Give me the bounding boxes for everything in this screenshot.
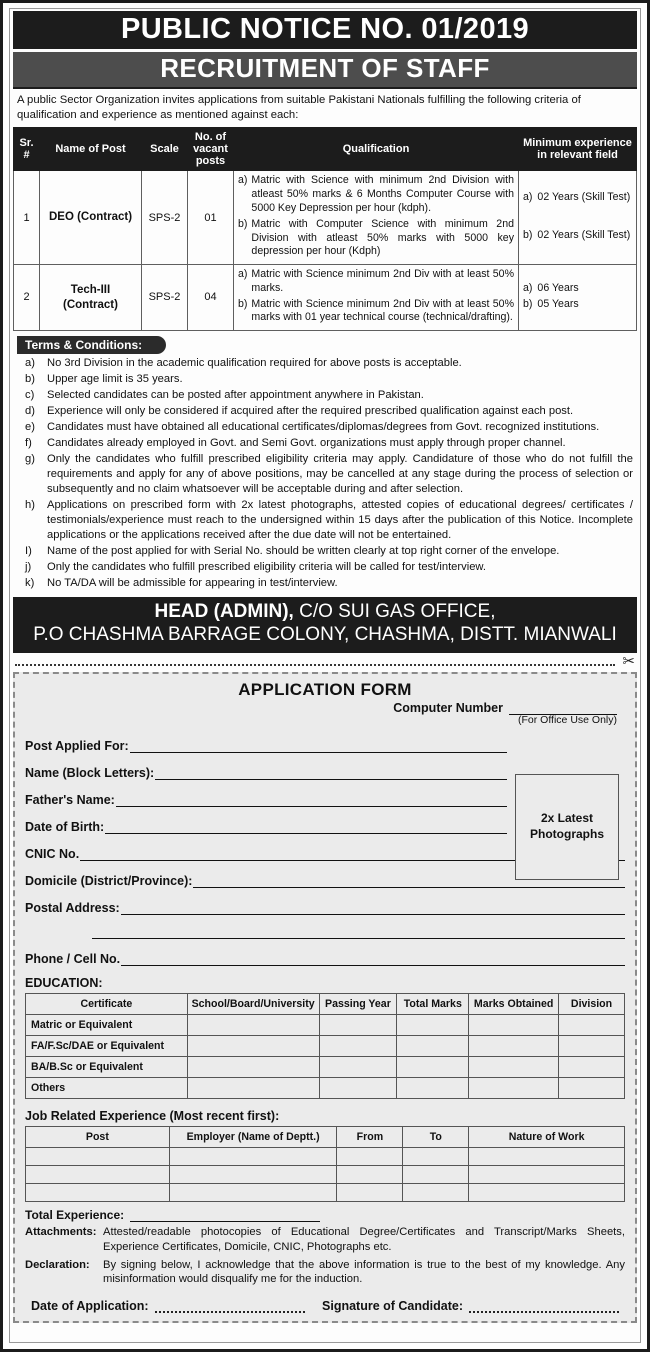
edu-cell-school[interactable] bbox=[187, 1035, 319, 1056]
table-row bbox=[26, 1183, 625, 1201]
th-sr-line1: Sr. bbox=[19, 136, 34, 149]
exp-cell-post[interactable] bbox=[26, 1165, 170, 1183]
term-marker: a) bbox=[25, 357, 35, 370]
experience-spacer bbox=[523, 207, 632, 229]
edu-cell-total[interactable] bbox=[397, 1077, 469, 1098]
qualification-text: Matric with Computer Science with minimum 2nd Division with atleast 50% marks with 5000 key depression per hour (Kdph) bbox=[251, 217, 514, 258]
date-of-application-group bbox=[31, 1299, 305, 1313]
intro-paragraph: A public Sector Organization invites applications from suitable Pakistani Nationals fulfilling the following criteria of qualification and experience as mentioned against each: bbox=[17, 93, 581, 121]
edu-col-passing-year: Passing Year bbox=[319, 993, 397, 1014]
term-marker: I) bbox=[25, 545, 32, 558]
experience-text: 02 Years (Skill Test) bbox=[537, 191, 631, 204]
edu-cell-obtained[interactable] bbox=[469, 1077, 559, 1098]
field-postal-address bbox=[25, 901, 625, 915]
date-of-birth-input[interactable] bbox=[105, 823, 507, 834]
exp-cell-to[interactable] bbox=[403, 1165, 469, 1183]
address-banner bbox=[13, 597, 637, 653]
scissors-icon: ✂ bbox=[622, 652, 635, 670]
attachments-text: Attested/readable photocopies of Educational Degree/Certificates and Transcript/Marks Sheets, Experience Certificates, Domicile, CNIC, Photographs etc. bbox=[103, 1225, 625, 1253]
term-text: Candidates already employed in Govt. and Semi Govt. organizations must apply through proper channel. bbox=[47, 437, 566, 450]
term-text: No TA/DA will be admissible for appearing in test/interview. bbox=[47, 577, 338, 590]
exp-cell-nature[interactable] bbox=[469, 1147, 625, 1165]
jobs-table bbox=[13, 127, 637, 332]
name-input[interactable] bbox=[155, 769, 507, 780]
application-form bbox=[13, 672, 637, 1324]
table-row bbox=[26, 1014, 625, 1035]
field-postal-address-line2 bbox=[25, 928, 625, 939]
edu-cell-division[interactable] bbox=[559, 1077, 625, 1098]
edu-cell-school[interactable] bbox=[187, 1014, 319, 1035]
th-experience-line2: in relevant field bbox=[537, 149, 618, 162]
list-item bbox=[17, 452, 633, 497]
term-text: Experience will only be considered if acquired after the required prescribed qualification against each post. bbox=[47, 405, 574, 418]
cut-dotted-rule bbox=[15, 664, 615, 666]
experience-marker: b) bbox=[523, 228, 533, 241]
job-experience-heading: Job Related Experience (Most recent first): bbox=[25, 1108, 280, 1123]
list-item bbox=[17, 372, 633, 387]
list-item bbox=[17, 356, 633, 371]
th-scale: Scale bbox=[142, 127, 188, 171]
edu-cell-obtained[interactable] bbox=[469, 1035, 559, 1056]
qualification-marker: a) bbox=[238, 268, 248, 281]
table-row bbox=[26, 1077, 625, 1098]
row1-qualification bbox=[234, 171, 519, 265]
total-experience-row bbox=[25, 1208, 625, 1222]
exp-cell-employer[interactable] bbox=[169, 1165, 337, 1183]
th-qualification: Qualification bbox=[234, 127, 519, 171]
qualification-item bbox=[238, 268, 514, 296]
table-row bbox=[26, 1147, 625, 1165]
term-marker: g) bbox=[25, 453, 35, 466]
experience-item bbox=[523, 191, 632, 205]
field-label: Name (Block Letters): bbox=[25, 765, 155, 780]
exp-col-from: From bbox=[337, 1126, 403, 1147]
table-row bbox=[26, 1165, 625, 1183]
signature-input[interactable] bbox=[469, 1305, 619, 1313]
th-vacant-line2: vacant bbox=[193, 142, 228, 155]
experience-item bbox=[523, 282, 632, 296]
qualification-marker: b) bbox=[238, 297, 248, 310]
edu-cell-division[interactable] bbox=[559, 1014, 625, 1035]
th-name-of-post: Name of Post bbox=[40, 127, 142, 171]
edu-cell-obtained[interactable] bbox=[469, 1014, 559, 1035]
term-marker: e) bbox=[25, 421, 35, 434]
edu-col-division: Division bbox=[559, 993, 625, 1014]
term-marker: b) bbox=[25, 373, 35, 386]
address-line-1 bbox=[19, 601, 631, 624]
declaration-text: By signing below, I acknowledge that the above information is true to the best of my knowledge. Any misinformation would disqualify me for the induction. bbox=[103, 1258, 625, 1286]
edu-cell-division[interactable] bbox=[559, 1056, 625, 1077]
row2-experience bbox=[519, 265, 637, 331]
experience-header-row bbox=[26, 1126, 625, 1147]
row2-vacancies: 04 bbox=[188, 265, 234, 331]
row1-vacancies: 01 bbox=[188, 171, 234, 265]
field-label: CNIC No. bbox=[25, 846, 80, 861]
exp-cell-to[interactable] bbox=[403, 1147, 469, 1165]
computer-number-label: Computer Number bbox=[393, 700, 503, 715]
row1-post: DEO (Contract) bbox=[40, 171, 142, 265]
term-text: Selected candidates can be posted after appointment anywhere in Pakistan. bbox=[47, 389, 424, 402]
edu-row-label: Matric or Equivalent bbox=[26, 1014, 188, 1035]
computer-number-row bbox=[25, 701, 625, 715]
th-experience-line1: Minimum experience bbox=[523, 136, 632, 149]
term-text: Only the candidates who fulfill prescribed eligibility criteria will be called for test/interview. bbox=[47, 561, 486, 574]
postal-address-input-line2[interactable] bbox=[92, 928, 625, 939]
row1-sr: 1 bbox=[14, 171, 40, 265]
attachments-label: Attachments: bbox=[25, 1225, 97, 1238]
experience-marker: a) bbox=[523, 281, 533, 294]
term-marker: c) bbox=[25, 389, 35, 402]
edu-col-marks-obtained: Marks Obtained bbox=[469, 993, 559, 1014]
term-text: Candidates must have obtained all educational certificates/diplomas/degrees from Govt. recognized institutions. bbox=[47, 421, 600, 434]
term-text: Upper age limit is 35 years. bbox=[47, 373, 183, 386]
table-row bbox=[26, 1035, 625, 1056]
exp-cell-post[interactable] bbox=[26, 1183, 170, 1201]
declaration-row bbox=[25, 1258, 625, 1288]
list-item bbox=[17, 388, 633, 403]
th-vacant-line3: posts bbox=[195, 155, 226, 168]
th-vacant-line1: No. of bbox=[194, 130, 227, 143]
qualification-item bbox=[238, 174, 514, 215]
row1-experience bbox=[519, 171, 637, 265]
total-experience-label: Total Experience: bbox=[25, 1207, 125, 1222]
date-of-application-label: Date of Application: bbox=[31, 1299, 149, 1314]
experience-item bbox=[523, 229, 632, 243]
attachments-row bbox=[25, 1225, 625, 1255]
list-item bbox=[17, 576, 633, 591]
exp-cell-to[interactable] bbox=[403, 1183, 469, 1201]
address-office: C/O SUI GAS OFFICE, bbox=[293, 601, 496, 623]
exp-cell-nature[interactable] bbox=[469, 1165, 625, 1183]
exp-cell-from[interactable] bbox=[337, 1183, 403, 1201]
experience-marker: a) bbox=[523, 191, 533, 204]
edu-cell-total[interactable] bbox=[397, 1035, 469, 1056]
edu-cell-year[interactable] bbox=[319, 1077, 397, 1098]
exp-cell-employer[interactable] bbox=[169, 1183, 337, 1201]
fathers-name-input[interactable] bbox=[116, 796, 507, 807]
row2-post: Tech-III (Contract) bbox=[40, 265, 142, 331]
address-head-admin: HEAD (ADMIN), bbox=[154, 601, 294, 623]
field-label: Post Applied For: bbox=[25, 738, 129, 753]
date-of-application-input[interactable] bbox=[155, 1305, 305, 1313]
exp-col-to: To bbox=[403, 1126, 469, 1147]
edu-cell-year[interactable] bbox=[319, 1014, 397, 1035]
signature-group bbox=[322, 1299, 619, 1313]
document-inner-frame bbox=[9, 8, 641, 1343]
exp-col-employer: Employer (Name of Deptt.) bbox=[169, 1126, 337, 1147]
qualification-item bbox=[238, 218, 514, 259]
education-heading: EDUCATION: bbox=[25, 975, 103, 990]
exp-cell-employer[interactable] bbox=[169, 1147, 337, 1165]
computer-number-input[interactable] bbox=[509, 702, 617, 715]
edu-cell-school[interactable] bbox=[187, 1077, 319, 1098]
edu-cell-total[interactable] bbox=[397, 1056, 469, 1077]
exp-cell-post[interactable] bbox=[26, 1147, 170, 1165]
experience-marker: b) bbox=[523, 297, 533, 310]
field-label: Domicile (District/Province): bbox=[25, 873, 193, 888]
total-experience-input[interactable] bbox=[130, 1211, 320, 1222]
exp-cell-from[interactable] bbox=[337, 1165, 403, 1183]
list-item bbox=[17, 420, 633, 435]
address-line-2: P.O CHASHMA BARRAGE COLONY, CHASHMA, DISTT. MIANWALI bbox=[33, 623, 617, 645]
qualification-marker: b) bbox=[238, 217, 248, 230]
qualification-text: Matric with Science minimum 2nd Div with at least 50% marks with 01 year technical course (technical/drafting). bbox=[251, 297, 514, 324]
table-row bbox=[14, 265, 637, 331]
edu-col-school: School/Board/University bbox=[187, 993, 319, 1014]
th-sr bbox=[14, 127, 40, 171]
list-item bbox=[17, 436, 633, 451]
term-text: Only the candidates who fulfill prescribed eligibility criteria may apply. Candidature of those who do not fulfill the requirements and apply for any of above positions, may be cancelled at any stage during the process of selection or subsequently and no claim whatsoever will be acceptable during and after selection. bbox=[47, 453, 633, 496]
term-text: Applications on prescribed form with 2x latest photographs, attested copies of educational degrees/ certificates / testimonials/experience must reach to the undersigned within 15 days after the publication of this Notice. Incomplete applications or the applications received after the due date will not be entertained. bbox=[47, 499, 633, 542]
experience-text: 05 Years bbox=[537, 297, 579, 310]
terms-heading-badge: Terms & Conditions: bbox=[17, 336, 166, 354]
edu-row-label: BA/B.Sc or Equivalent bbox=[26, 1056, 188, 1077]
table-row bbox=[14, 171, 637, 265]
term-marker: h) bbox=[25, 499, 35, 512]
office-use-only-note: (For Office Use Only) bbox=[518, 713, 617, 726]
education-table bbox=[25, 993, 625, 1099]
edu-cell-division[interactable] bbox=[559, 1035, 625, 1056]
notice-title-banner: PUBLIC NOTICE NO. 01/2019 bbox=[13, 11, 637, 49]
qualification-item bbox=[238, 298, 514, 326]
cut-here-line bbox=[13, 652, 637, 671]
term-marker: f) bbox=[25, 437, 32, 450]
edu-cell-year[interactable] bbox=[319, 1056, 397, 1077]
exp-col-post: Post bbox=[26, 1126, 170, 1147]
jobs-table-header-row bbox=[14, 127, 637, 171]
experience-item bbox=[523, 298, 632, 312]
th-sr-line2: # bbox=[23, 149, 30, 162]
exp-col-nature: Nature of Work bbox=[469, 1126, 625, 1147]
photo-box-line1: 2x Latest bbox=[540, 811, 594, 826]
field-label: Date of Birth: bbox=[25, 819, 105, 834]
list-item bbox=[17, 404, 633, 419]
term-text: Name of the post applied for with Serial No. should be written clearly at top right corner of the envelope. bbox=[47, 545, 560, 558]
th-experience bbox=[519, 127, 637, 171]
experience-text: 02 Years (Skill Test) bbox=[537, 228, 631, 241]
edu-cell-school[interactable] bbox=[187, 1056, 319, 1077]
education-header-row bbox=[26, 993, 625, 1014]
list-item bbox=[17, 498, 633, 543]
list-item bbox=[17, 544, 633, 559]
row2-sr: 2 bbox=[14, 265, 40, 331]
application-form-title: APPLICATION FORM bbox=[238, 679, 412, 699]
edu-cell-obtained[interactable] bbox=[469, 1056, 559, 1077]
term-marker: j) bbox=[25, 561, 32, 574]
table-row bbox=[26, 1056, 625, 1077]
edu-row-label: Others bbox=[26, 1077, 188, 1098]
field-label: Father's Name: bbox=[25, 792, 115, 807]
edu-cell-total[interactable] bbox=[397, 1014, 469, 1035]
post-applied-for-input[interactable] bbox=[130, 742, 507, 753]
signature-row bbox=[25, 1299, 625, 1313]
row1-scale: SPS-2 bbox=[142, 171, 188, 265]
experience-text: 06 Years bbox=[537, 281, 579, 294]
edu-col-total-marks: Total Marks bbox=[397, 993, 469, 1014]
signature-of-candidate-label: Signature of Candidate: bbox=[322, 1299, 463, 1314]
list-item bbox=[17, 560, 633, 575]
field-label: Phone / Cell No. bbox=[25, 951, 121, 966]
declaration-label: Declaration: bbox=[25, 1258, 90, 1271]
edu-cell-year[interactable] bbox=[319, 1035, 397, 1056]
recruitment-subtitle-banner: RECRUITMENT OF STAFF bbox=[13, 52, 637, 88]
terms-list bbox=[13, 356, 637, 591]
term-marker: k) bbox=[25, 577, 35, 590]
qualification-marker: a) bbox=[238, 174, 248, 187]
term-text: No 3rd Division in the academic qualification required for above posts is acceptable. bbox=[47, 357, 462, 370]
edu-col-certificate: Certificate bbox=[26, 993, 188, 1014]
term-marker: d) bbox=[25, 405, 35, 418]
row2-qualification bbox=[234, 265, 519, 331]
row2-scale: SPS-2 bbox=[142, 265, 188, 331]
postal-address-input-line1[interactable] bbox=[121, 904, 625, 915]
exp-cell-nature[interactable] bbox=[469, 1183, 625, 1201]
field-label: Postal Address: bbox=[25, 900, 120, 915]
field-phone-cell bbox=[25, 952, 625, 966]
th-vacant-posts bbox=[188, 127, 234, 171]
phone-input[interactable] bbox=[121, 955, 625, 966]
field-post-applied-for bbox=[25, 739, 625, 753]
job-experience-table bbox=[25, 1126, 625, 1202]
photograph-box bbox=[515, 774, 619, 880]
photo-box-line2: Photographs bbox=[530, 826, 604, 841]
qualification-text: Matric with Science with minimum 2nd Division with atleast 50% marks & 6 Months Computer Course with 5000 Key Depression per hour (kdph). bbox=[251, 174, 514, 215]
qualification-text: Matric with Science minimum 2nd Div with at least 50% marks. bbox=[251, 268, 514, 294]
edu-row-label: FA/F.Sc/DAE or Equivalent bbox=[26, 1035, 188, 1056]
exp-cell-from[interactable] bbox=[337, 1147, 403, 1165]
